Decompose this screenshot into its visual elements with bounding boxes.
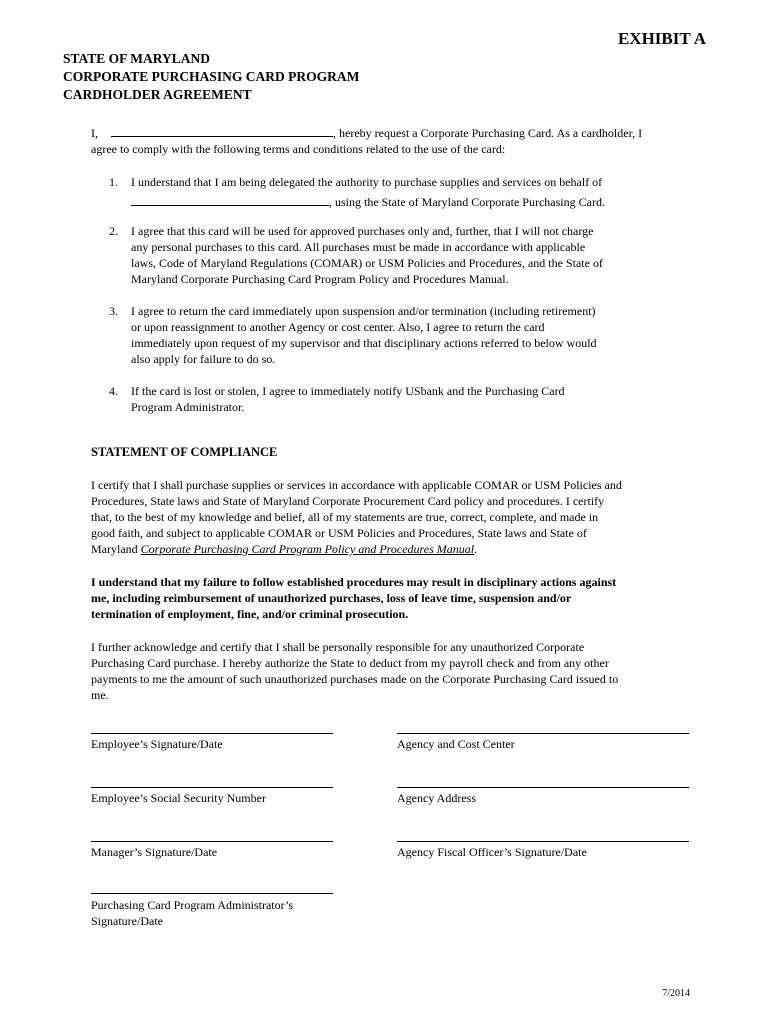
title-line-state: STATE OF MARYLAND — [63, 51, 211, 66]
paragraph-line: Procedures, State laws and State of Maryland Corporate Procurement Card policy and procedures. I certify — [91, 494, 605, 508]
paragraph-line: Purchasing Card purchase. I hereby authorize the State to deduct from my payroll check and from any other — [91, 656, 609, 670]
manager-signature-line[interactable] — [91, 841, 333, 842]
term-item-2 — [91, 223, 691, 287]
agency-cost-center-line[interactable] — [397, 733, 689, 734]
paragraph-line — [91, 541, 705, 557]
exhibit-label: EXHIBIT A — [617, 29, 706, 48]
admin-signature-label-line: Purchasing Card Program Administrator’s — [91, 898, 294, 912]
paragraph-line: I understand that my failure to follow established procedures may result in disciplinary actions against — [91, 575, 617, 589]
title-line-program: CORPORATE PURCHASING CARD PROGRAM — [63, 69, 360, 84]
term-line: any personal purchases to this card. All purchases must be made in accordance with applicable — [131, 240, 586, 254]
term-line: , using the State of Maryland Corporate Purchasing Card. — [329, 195, 605, 209]
term-item-1 — [91, 174, 691, 210]
paragraph-line: me. — [91, 688, 109, 702]
compliance-paragraph-3 — [91, 639, 705, 703]
term-line: I understand that I am being delegated the authority to purchase supplies and services on behalf of — [131, 175, 603, 189]
term-line: also apply for failure to do so. — [131, 352, 276, 366]
term-line: I agree that this card will be used for approved purchases only and, further, that I will not charge — [131, 224, 594, 238]
admin-signature-line[interactable] — [91, 893, 333, 894]
agency-cost-center-label: Agency and Cost Center — [397, 737, 515, 751]
term-number: 4. — [109, 384, 118, 398]
intro-after-blank: , hereby request a Corporate Purchasing Card. As a cardholder, I — [333, 126, 643, 140]
paragraph-line: I certify that I shall purchase supplies or services in accordance with applicable COMAR or USM Policies and — [91, 478, 622, 492]
intro-paragraph — [91, 125, 703, 157]
agency-address-line[interactable] — [397, 787, 689, 788]
paragraph-line: good faith, and subject to applicable COMAR or USM Policies and Procedures, State laws and State of — [91, 526, 587, 540]
term-line: laws, Code of Maryland Regulations (COMAR) or USM Policies and Procedures, and the State of — [131, 256, 603, 270]
intro-prefix: I, — [91, 126, 98, 140]
term-line: I agree to return the card immediately upon suspension and/or termination (including retirement) — [131, 304, 596, 318]
paragraph-line: that, to the best of my knowledge and belief, all of my statements are true, correct, complete, and made in — [91, 510, 599, 524]
employee-signature-label: Employee’s Signature/Date — [91, 737, 223, 751]
term-line: Maryland Corporate Purchasing Card Program Policy and Procedures Manual. — [131, 272, 509, 286]
term-number: 3. — [109, 304, 118, 318]
paragraph-text: . — [474, 542, 478, 556]
agency-name-blank[interactable] — [131, 194, 329, 206]
intro-line-2: agree to comply with the following terms and conditions related to the use of the card: — [91, 142, 506, 156]
employee-ssn-line[interactable] — [91, 787, 333, 788]
term-item-4 — [91, 383, 691, 415]
section-title-compliance: STATEMENT OF COMPLIANCE — [91, 445, 278, 459]
fiscal-officer-signature-line[interactable] — [397, 841, 689, 842]
paragraph-text: Maryland — [91, 542, 141, 556]
cardholder-name-blank[interactable] — [111, 125, 333, 137]
employee-signature-line[interactable] — [91, 733, 333, 734]
admin-signature-label — [91, 897, 293, 929]
paragraph-line: I further acknowledge and certify that I shall be personally responsible for any unauthorized Corporate — [91, 640, 585, 654]
term-item-3 — [91, 303, 691, 367]
manager-signature-label: Manager’s Signature/Date — [91, 845, 218, 859]
compliance-paragraph-2 — [91, 574, 705, 622]
paragraph-line: payments to me the amount of such unauthorized purchases made on the Corporate Purchasing Card issued to — [91, 672, 619, 686]
term-line: immediately upon request of my supervisor and that disciplinary actions referred to below would — [131, 336, 597, 350]
document-title — [63, 50, 359, 104]
term-line: If the card is lost or stolen, I agree to immediately notify USbank and the Purchasing Card — [131, 384, 565, 398]
term-line: Program Administrator. — [131, 400, 245, 414]
terms-list — [91, 174, 691, 415]
compliance-paragraph-1 — [91, 477, 705, 557]
title-line-agreement: CARDHOLDER AGREEMENT — [63, 87, 252, 102]
term-number: 1. — [109, 175, 118, 189]
term-number: 2. — [109, 224, 118, 238]
employee-ssn-label: Employee’s Social Security Number — [91, 791, 266, 805]
fiscal-officer-signature-label: Agency Fiscal Officer’s Signature/Date — [397, 845, 587, 859]
term-line: or upon reassignment to another Agency or cost center. Also, I agree to return the card — [131, 320, 545, 334]
revision-date: 7/2014 — [662, 988, 690, 999]
policy-manual-link[interactable]: Corporate Purchasing Card Program Policy and Procedures Manual — [140, 542, 475, 556]
agency-address-label: Agency Address — [397, 791, 476, 805]
paragraph-line: termination of employment, fine, and/or criminal prosecution. — [91, 607, 409, 621]
admin-signature-label-line: Signature/Date — [91, 914, 163, 928]
paragraph-line: me, including reimbursement of unauthorized purchases, loss of leave time, suspension and/or — [91, 591, 572, 605]
